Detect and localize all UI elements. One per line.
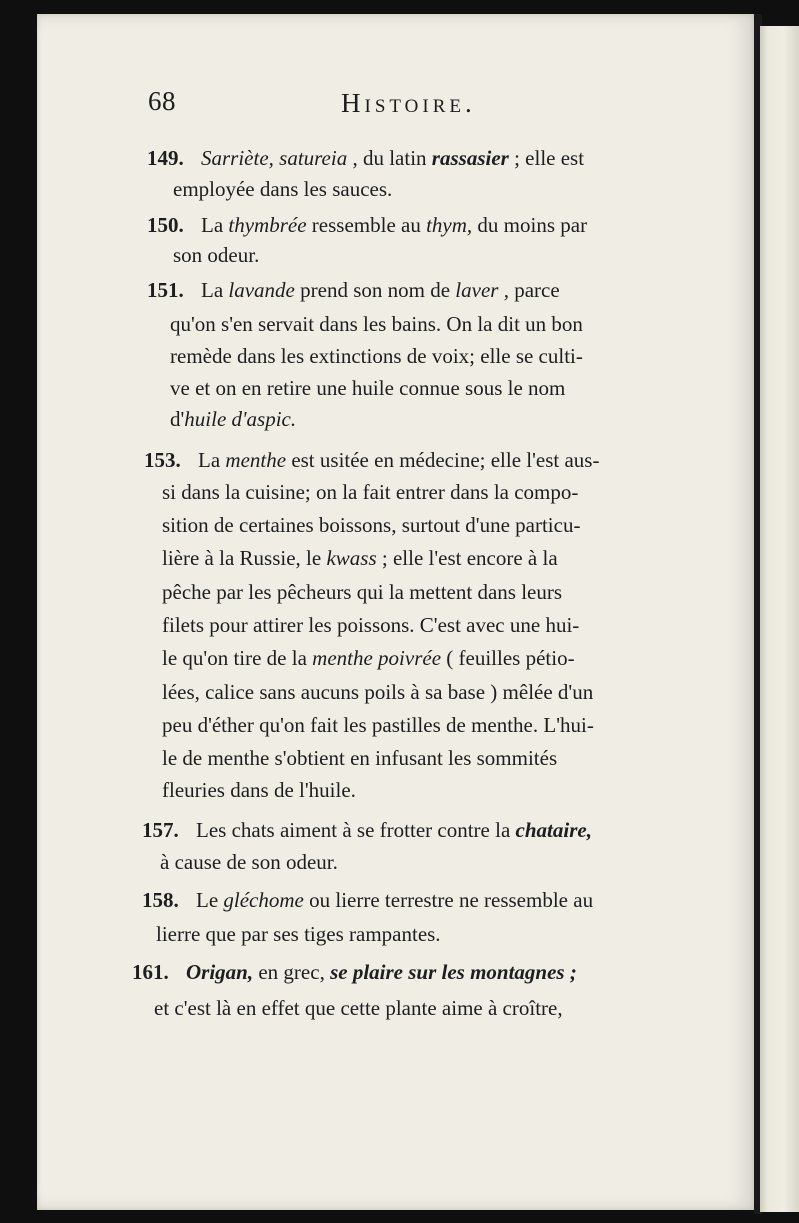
entry-150-line-1: 150. La thymbrée ressemble au thym, du moins par xyxy=(147,213,588,237)
entry-number: 153. xyxy=(144,448,181,472)
entry-number: 151. xyxy=(147,278,184,302)
entry-153-line-6: filets pour attirer les poissons. C'est avec une hui- xyxy=(162,613,580,637)
plant-term: thym, xyxy=(426,213,473,237)
plant-term: huile d'aspic. xyxy=(184,407,297,431)
entry-153-line-10: le de menthe s'obtient en infusant les sommités xyxy=(162,746,558,770)
entry-149-line-2: employée dans les sauces. xyxy=(173,177,393,201)
entry-158-line-2: lierre que par ses tiges rampantes. xyxy=(156,922,441,946)
plant-term: lavande xyxy=(228,278,295,302)
plant-term: gléchome xyxy=(223,888,304,912)
entry-153-line-11: fleuries dans de l'huile. xyxy=(162,778,356,802)
entry-151-line-2: qu'on s'en servait dans les bains. On la dit un bon xyxy=(170,312,583,336)
entry-151-line-1: 151. La lavande prend son nom de laver , parce xyxy=(147,278,560,302)
plant-term: menthe xyxy=(225,448,287,472)
entry-158-line-1: 158. Le gléchome ou lierre terrestre ne ressemble au xyxy=(142,888,594,912)
entry-153-line-1: 153. La menthe est usitée en médecine; elle l'est aus- xyxy=(144,448,600,472)
entry-151-line-5: d'huile d'aspic. xyxy=(170,407,297,431)
entry-153-line-2: si dans la cuisine; on la fait entrer dans la compo- xyxy=(162,480,579,504)
plant-term: Sarriète, xyxy=(201,146,274,170)
entry-150-line-2: son odeur. xyxy=(173,243,260,267)
entry-153-line-7: le qu'on tire de la menthe poivrée ( feuilles pétio- xyxy=(162,646,575,670)
plant-term: se plaire sur les montagnes ; xyxy=(330,960,577,984)
entry-149-line-1: 149. Sarriète, satureia , du latin rassasier ; elle est xyxy=(147,146,585,170)
running-title: Histoire. xyxy=(341,88,476,118)
entry-number: 158. xyxy=(142,888,179,912)
plant-term: menthe poivrée xyxy=(312,646,442,670)
page-number: 68 xyxy=(148,86,176,116)
plant-term: kwass xyxy=(326,546,377,570)
entry-161-line-1: 161. Origan, en grec, se plaire sur les montagnes ; xyxy=(132,960,577,984)
entry-153-line-3: sition de certaines boissons, surtout d'une particu- xyxy=(162,513,581,537)
plant-term: Origan, xyxy=(186,960,254,984)
entry-number: 161. xyxy=(132,960,169,984)
entry-157-line-1: 157. Les chats aiment à se frotter contre la chataire, xyxy=(142,818,592,842)
plant-term: thymbrée xyxy=(228,213,307,237)
entry-161-line-2: et c'est là en effet que cette plante aime à croître, xyxy=(154,996,563,1020)
entry-151-line-4: ve et on en retire une huile connue sous le nom xyxy=(170,376,566,400)
entry-number: 150. xyxy=(147,213,184,237)
entry-number: 149. xyxy=(147,146,184,170)
entry-153-line-5: pêche par les pêcheurs qui la mettent dans leurs xyxy=(162,580,563,604)
plant-term: laver , xyxy=(455,278,509,302)
entry-153-line-9: peu d'éther qu'on fait les pastilles de menthe. L'hui- xyxy=(162,713,594,737)
plant-term: chataire, xyxy=(515,818,592,842)
entry-157-line-2: à cause de son odeur. xyxy=(160,850,338,874)
entry-153-line-4: lière à la Russie, le kwass ; elle l'est encore à la xyxy=(162,546,558,570)
plant-term: rassasier xyxy=(431,146,509,170)
entry-153-line-8: lées, calice sans aucuns poils à sa base ) mêlée d'un xyxy=(162,680,594,704)
entry-151-line-3: remède dans les extinctions de voix; elle se culti- xyxy=(170,344,583,368)
entry-number: 157. xyxy=(142,818,179,842)
plant-term: satureia xyxy=(279,146,348,170)
